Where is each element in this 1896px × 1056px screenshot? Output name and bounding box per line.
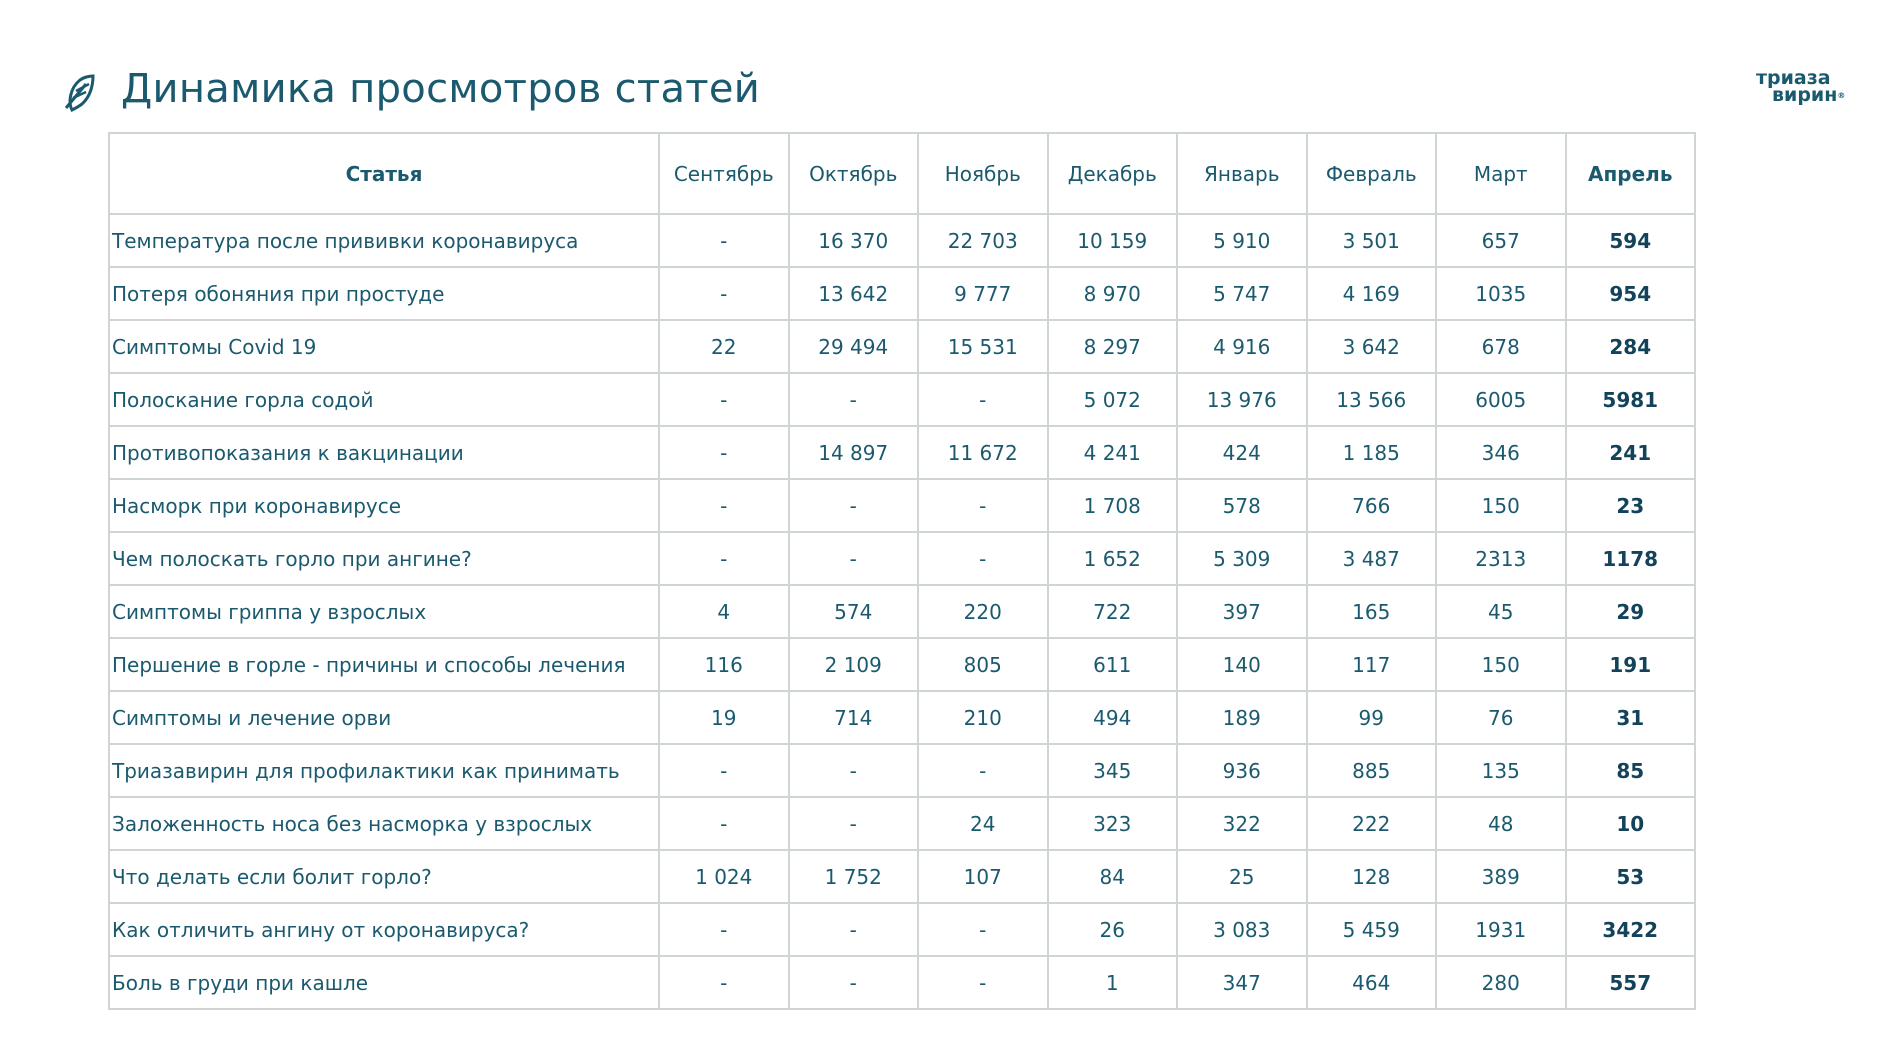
views-cell: 4 169 [1307, 267, 1437, 320]
views-cell: - [789, 373, 919, 426]
views-cell: 766 [1307, 479, 1437, 532]
views-cell: 346 [1436, 426, 1566, 479]
views-cell: 26 [1048, 903, 1178, 956]
views-cell: 1931 [1436, 903, 1566, 956]
table-row [109, 850, 1695, 903]
table-row [109, 320, 1695, 373]
views-cell: 2 109 [789, 638, 919, 691]
views-cell: 140 [1177, 638, 1307, 691]
table-row [109, 214, 1695, 267]
table-body [109, 214, 1695, 1009]
views-cell: 1 708 [1048, 479, 1178, 532]
article-views-table [108, 132, 1696, 1010]
brand-logo [1756, 67, 1846, 106]
views-cell: - [918, 956, 1048, 1009]
article-title-cell: Симптомы гриппа у взрослых [109, 585, 659, 638]
views-cell: 1 024 [659, 850, 789, 903]
views-cell: 13 566 [1307, 373, 1437, 426]
views-cell: 1 [1048, 956, 1178, 1009]
views-cell: 117 [1307, 638, 1437, 691]
views-cell: 85 [1566, 744, 1696, 797]
table-row [109, 267, 1695, 320]
views-cell: 5 309 [1177, 532, 1307, 585]
views-cell: 241 [1566, 426, 1696, 479]
views-cell: 594 [1566, 214, 1696, 267]
views-cell: 15 531 [918, 320, 1048, 373]
table-row [109, 532, 1695, 585]
column-header-month: Декабрь [1048, 133, 1178, 214]
table-row [109, 479, 1695, 532]
article-title-cell: Триазавирин для профилактики как принимать [109, 744, 659, 797]
article-title-cell: Потеря обоняния при простуде [109, 267, 659, 320]
views-cell: - [659, 903, 789, 956]
views-cell: - [659, 956, 789, 1009]
views-cell: 5 459 [1307, 903, 1437, 956]
views-cell: 116 [659, 638, 789, 691]
views-cell: 8 970 [1048, 267, 1178, 320]
views-cell: 220 [918, 585, 1048, 638]
views-cell: 657 [1436, 214, 1566, 267]
views-cell: 574 [789, 585, 919, 638]
views-cell: 13 642 [789, 267, 919, 320]
views-cell: 14 897 [789, 426, 919, 479]
page-title: Динамика просмотров статей [121, 66, 761, 112]
views-cell: - [789, 744, 919, 797]
views-cell: - [659, 744, 789, 797]
table-row [109, 956, 1695, 1009]
views-cell: 31 [1566, 691, 1696, 744]
views-cell: 1 652 [1048, 532, 1178, 585]
table-row [109, 797, 1695, 850]
views-cell: 2313 [1436, 532, 1566, 585]
column-header-month: Февраль [1307, 133, 1437, 214]
views-cell: 210 [918, 691, 1048, 744]
views-cell: - [918, 903, 1048, 956]
views-cell: 16 370 [789, 214, 919, 267]
views-cell: 954 [1566, 267, 1696, 320]
table-row [109, 638, 1695, 691]
views-cell: 45 [1436, 585, 1566, 638]
views-cell: 1035 [1436, 267, 1566, 320]
views-cell: 48 [1436, 797, 1566, 850]
views-cell: 13 976 [1177, 373, 1307, 426]
views-cell: 3 501 [1307, 214, 1437, 267]
views-cell: 29 [1566, 585, 1696, 638]
views-cell: - [789, 532, 919, 585]
views-cell: 389 [1436, 850, 1566, 903]
views-cell: 280 [1436, 956, 1566, 1009]
views-cell: 150 [1436, 638, 1566, 691]
views-cell: - [918, 744, 1048, 797]
table-row [109, 744, 1695, 797]
views-cell: 10 [1566, 797, 1696, 850]
views-cell: 5 072 [1048, 373, 1178, 426]
article-title-cell: Заложенность носа без насморка у взрослых [109, 797, 659, 850]
views-cell: 22 703 [918, 214, 1048, 267]
views-cell: 5 747 [1177, 267, 1307, 320]
column-header-month: Ноябрь [918, 133, 1048, 214]
views-cell: 3 083 [1177, 903, 1307, 956]
views-cell: 191 [1566, 638, 1696, 691]
article-title-cell: Что делать если болит горло? [109, 850, 659, 903]
views-cell: 494 [1048, 691, 1178, 744]
views-cell: 8 297 [1048, 320, 1178, 373]
views-cell: 936 [1177, 744, 1307, 797]
article-title-cell: Чем полоскать горло при ангине? [109, 532, 659, 585]
views-cell: 23 [1566, 479, 1696, 532]
table-header-row [109, 133, 1695, 214]
views-cell: 397 [1177, 585, 1307, 638]
views-cell: 424 [1177, 426, 1307, 479]
table-row [109, 691, 1695, 744]
views-cell: 189 [1177, 691, 1307, 744]
views-cell: 678 [1436, 320, 1566, 373]
views-cell: 1 752 [789, 850, 919, 903]
views-cell: - [918, 373, 1048, 426]
views-cell: 347 [1177, 956, 1307, 1009]
article-title-cell: Полоскание горла содой [109, 373, 659, 426]
views-cell: 3 487 [1307, 532, 1437, 585]
views-cell: 22 [659, 320, 789, 373]
views-cell: 714 [789, 691, 919, 744]
table-row [109, 426, 1695, 479]
article-title-cell: Симптомы Covid 19 [109, 320, 659, 373]
views-cell: 76 [1436, 691, 1566, 744]
views-cell: 345 [1048, 744, 1178, 797]
article-title-cell: Насморк при коронавирусе [109, 479, 659, 532]
views-cell: - [659, 797, 789, 850]
table-row [109, 903, 1695, 956]
column-header-month: Сентябрь [659, 133, 789, 214]
views-cell: 29 494 [789, 320, 919, 373]
views-cell: 24 [918, 797, 1048, 850]
brand-logo-line1: триаза [1756, 67, 1831, 89]
views-cell: 464 [1307, 956, 1437, 1009]
views-cell: 611 [1048, 638, 1178, 691]
article-title-cell: Симптомы и лечение орви [109, 691, 659, 744]
views-cell: - [789, 956, 919, 1009]
views-cell: 84 [1048, 850, 1178, 903]
views-cell: - [659, 532, 789, 585]
views-cell: 165 [1307, 585, 1437, 638]
views-cell: 3 642 [1307, 320, 1437, 373]
article-title-cell: Противопоказания к вакцинации [109, 426, 659, 479]
views-cell: 6005 [1436, 373, 1566, 426]
brand-logo-line2: вирин [1772, 84, 1838, 106]
views-cell: 10 159 [1048, 214, 1178, 267]
table-row [109, 585, 1695, 638]
views-cell: 4 [659, 585, 789, 638]
views-cell: 11 672 [918, 426, 1048, 479]
article-title-cell: Боль в груди при кашле [109, 956, 659, 1009]
registered-mark: ® [1837, 91, 1846, 100]
views-cell: 4 241 [1048, 426, 1178, 479]
views-cell: - [659, 214, 789, 267]
views-cell: - [659, 479, 789, 532]
views-cell: 9 777 [918, 267, 1048, 320]
views-cell: 150 [1436, 479, 1566, 532]
views-cell: - [918, 532, 1048, 585]
column-header-month: Октябрь [789, 133, 919, 214]
views-cell: - [789, 903, 919, 956]
views-cell: 1178 [1566, 532, 1696, 585]
views-cell: 4 916 [1177, 320, 1307, 373]
table-row [109, 373, 1695, 426]
views-cell: 557 [1566, 956, 1696, 1009]
views-cell: 5 910 [1177, 214, 1307, 267]
views-cell: 128 [1307, 850, 1437, 903]
views-cell: 3422 [1566, 903, 1696, 956]
article-title-cell: Температура после прививки коронавируса [109, 214, 659, 267]
views-cell: 284 [1566, 320, 1696, 373]
views-cell: 722 [1048, 585, 1178, 638]
views-cell: 322 [1177, 797, 1307, 850]
views-cell: 19 [659, 691, 789, 744]
views-cell: 135 [1436, 744, 1566, 797]
column-header-article: Статья [109, 133, 659, 214]
views-cell: 107 [918, 850, 1048, 903]
views-cell: 1 185 [1307, 426, 1437, 479]
views-cell: - [789, 797, 919, 850]
views-cell: 323 [1048, 797, 1178, 850]
views-cell: - [659, 267, 789, 320]
column-header-month: Апрель [1566, 133, 1696, 214]
views-cell: 222 [1307, 797, 1437, 850]
column-header-month: Январь [1177, 133, 1307, 214]
views-cell: 885 [1307, 744, 1437, 797]
article-title-cell: Как отличить ангину от коронавируса? [109, 903, 659, 956]
article-title-cell: Першение в горле - причины и способы лечения [109, 638, 659, 691]
views-cell: - [659, 373, 789, 426]
views-cell: 5981 [1566, 373, 1696, 426]
views-cell: - [659, 426, 789, 479]
leaf-icon [62, 74, 96, 112]
views-cell: 99 [1307, 691, 1437, 744]
views-cell: 805 [918, 638, 1048, 691]
views-cell: - [918, 479, 1048, 532]
views-cell: - [789, 479, 919, 532]
views-cell: 25 [1177, 850, 1307, 903]
views-cell: 53 [1566, 850, 1696, 903]
column-header-month: Март [1436, 133, 1566, 214]
views-cell: 578 [1177, 479, 1307, 532]
